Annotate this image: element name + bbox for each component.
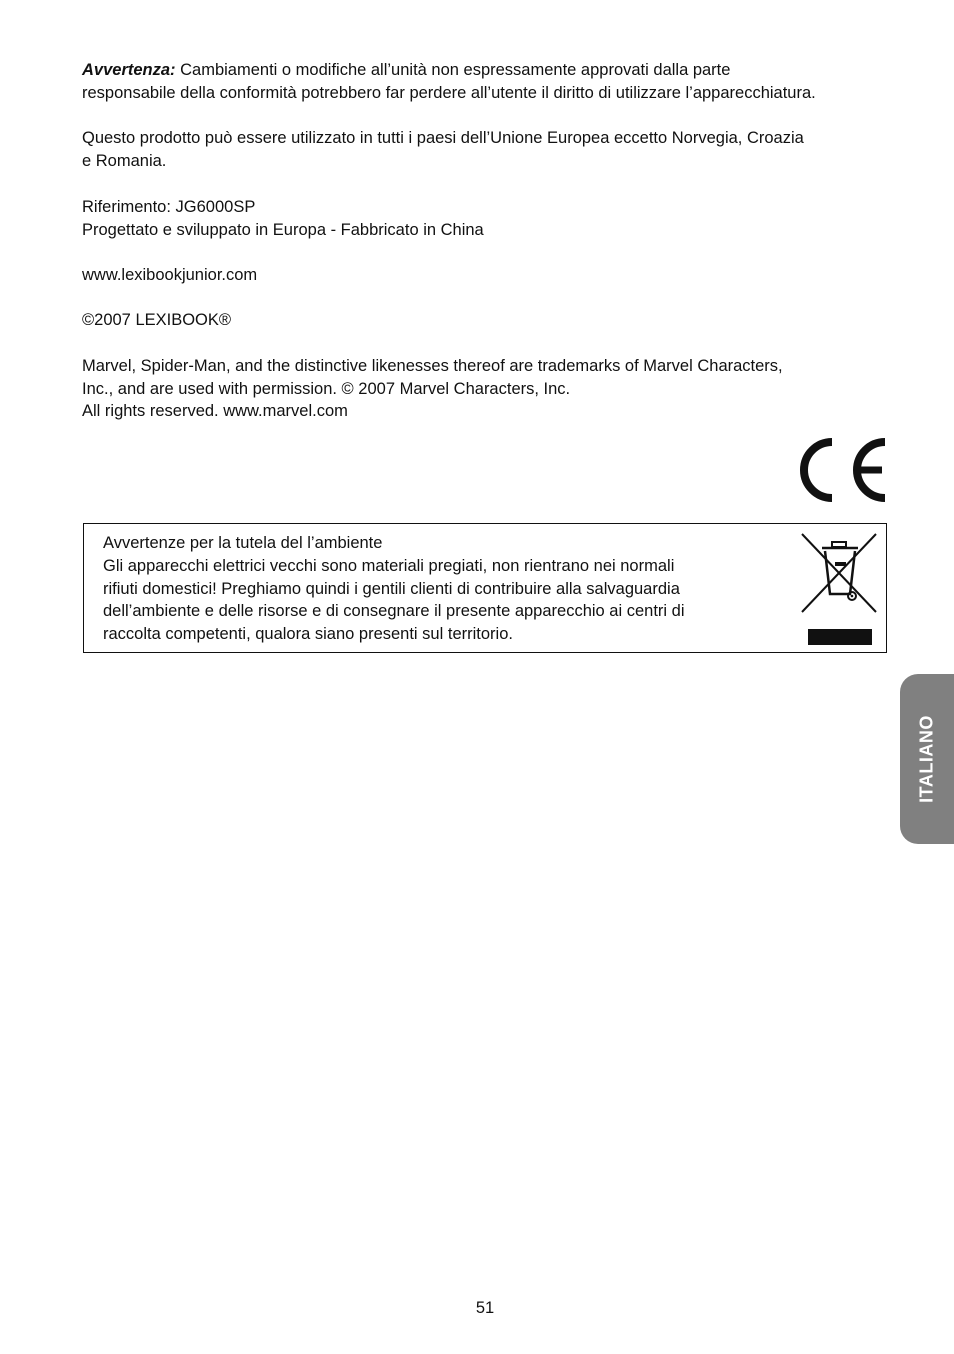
warning-paragraph xyxy=(82,59,902,104)
environment-title: Avvertenze per la tutela del l’ambiente xyxy=(103,534,383,552)
environment-line-4: raccolta competenti, qualora siano presenti sul territorio. xyxy=(103,625,513,644)
copyright-text: ©2007 LEXIBOOK® xyxy=(82,311,232,329)
eu-notice-line-2: e Romania. xyxy=(82,151,167,170)
eu-notice-line-1: Questo prodotto può essere utilizzato in tutti i paesi dell’Unione Europea eccetto Norvegia, Croazia xyxy=(82,129,804,147)
eu-notice-paragraph xyxy=(82,127,902,172)
trademark-line-3: All rights reserved. www.marvel.com xyxy=(82,402,348,420)
reference-origin: Progettato e sviluppato in Europa - Fabbricato in China xyxy=(82,220,484,239)
trademark-line-2: Inc., and are used with permission. © 2007 Marvel Characters, Inc. xyxy=(82,379,571,398)
warning-text-2: responsabile della conformità potrebbero far perdere all’utente il diritto di utilizzare l’apparecchiatura. xyxy=(82,83,816,102)
reference-model: Riferimento: JG6000SP xyxy=(82,198,256,216)
environment-line-3: dell’ambiente e delle risorse e di consegnare il presente apparecchio ai centri di xyxy=(103,602,685,621)
reference-paragraph xyxy=(82,196,902,241)
crossed-out-bin-icon xyxy=(800,532,878,614)
environment-line-2: rifiuti domestici! Preghiamo quindi i gentili clienti di contribuire alla salvaguardia xyxy=(103,579,680,598)
website-paragraph xyxy=(82,264,902,287)
language-tab xyxy=(900,674,954,844)
warning-line-1 xyxy=(82,59,902,82)
environment-notice-text xyxy=(103,532,783,646)
page-number: 51 xyxy=(475,1299,495,1317)
environment-notice-box xyxy=(83,523,887,653)
environment-line-1: Gli apparecchi elettrici vecchi sono materiali pregiati, non rientrano nei normali xyxy=(103,556,675,575)
warning-text-1: Cambiamenti o modifiche all’unità non espressamente approvati dalla parte xyxy=(175,61,731,79)
trademark-paragraph xyxy=(82,355,902,423)
copyright-paragraph xyxy=(82,309,902,332)
weee-black-bar xyxy=(808,629,872,645)
language-tab-label: ITALIANO xyxy=(916,715,937,803)
trademark-line-1: Marvel, Spider-Man, and the distinctive likenesses thereof are trademarks of Marvel Characters, xyxy=(82,357,783,375)
ce-mark-icon xyxy=(794,436,889,504)
warning-label: Avvertenza: xyxy=(82,61,176,79)
website-link[interactable]: www.lexibookjunior.com xyxy=(82,266,258,284)
